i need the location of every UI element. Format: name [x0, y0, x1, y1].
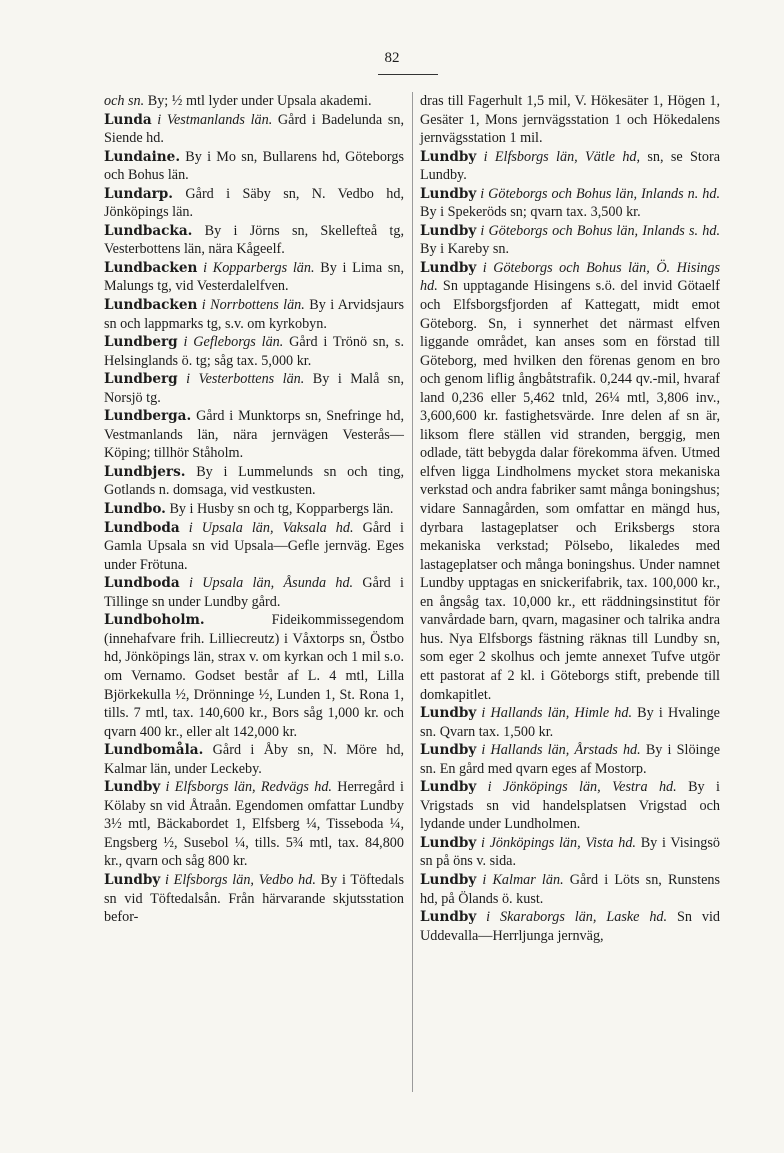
entry-headword: Lundby — [420, 779, 477, 796]
entry-text: Gård i Åby sn, N. Möre hd, Kalmar län, under Leckeby. — [104, 742, 404, 777]
entry-text: Sn upptagande Hisingens s.ö. del invid Götaelf och Elfsborgsfjorden af Kattegatt, midt emot Göteborg. Sn, i synnerhet det närmast elfven liggande området, kan anses som en förstad till Göteborg, med hvilken den förenas genom en bro och genom liflig ångbåtstrafik. 0,244 qv.-mil, hvaraf land 0,236 eller 5,462 tnld, 26¼ mtl, 3,806 inv., 3,600,600 kr. fastighetsvärde. Inre delen af sn är, liksom flere ställen vid stranden, berggig, men odlade, tätt bebygda dalar förekomma äfven. Utmed elfven ligga Lindholmens mycket stora mekaniska verkstad och andra fabriker samt många boningshus; vidare Sannagården, som omfattar en mängd hus, dyrbara lastageplatser och Eriksbergs stora mekaniska verkstad; Pölsebo, likaledes med lastageplatser och många boningshus. Under namnet Lundby upptagas en snickerifabrik, tax. 100,000 kr., en ångsåg tax. 10,000 kr., ett räddningsinstitut för vanvårdade barn, qvarn, magasiner och talrika andra hus. Nya Elfsborgs fästning räknas till Lundby sn, som eger 2 skolhus och jemte annexet Tufve utgör ett pastorat af 2 kl. i Göteborgs stift, prebende till domkapitlet. — [420, 278, 720, 703]
entry-text: By i Lummelunds sn och ting, Gotlands n. domsaga, vid vestkusten. — [104, 463, 404, 499]
entry-headword: Lundbo. — [104, 501, 166, 518]
entry-location: i Göteborgs och Bohus län, Inlands s. hd. — [476, 222, 720, 239]
dictionary-entry — [104, 185, 404, 222]
entry-text: By i Arvidsjaurs sn och lappmarks tg, s.v. om kyrkobyn. — [104, 297, 404, 332]
right-column — [420, 92, 720, 945]
entry-text: Gård i Badelunda sn, Siende hd. — [104, 111, 404, 147]
dictionary-entry — [104, 222, 404, 259]
entry-headword: Lundby — [420, 259, 477, 276]
dictionary-entry — [104, 611, 404, 741]
entry-headword: Lundby — [420, 742, 477, 759]
page-number: 82 — [384, 50, 400, 66]
entry-text: By i Jörns sn, Skellefteå tg, Vesterbottens län, nära Kågeelf. — [104, 222, 404, 258]
dictionary-entry — [420, 92, 720, 148]
entry-text: Gård i Tillinge sn under Lundby gård. — [104, 575, 405, 610]
dictionary-entry — [104, 574, 404, 611]
entry-location: i Upsala län, Åsunda hd. — [179, 575, 354, 592]
entry-headword: Lundby — [420, 148, 477, 165]
column-divider — [412, 92, 413, 1092]
entry-location: och sn. — [104, 93, 145, 109]
entry-text: By i Kareby sn. — [420, 241, 510, 258]
entry-location: i Elfsborgs län, Vätle hd, — [476, 148, 641, 165]
dictionary-entry — [104, 741, 404, 778]
dictionary-entry — [420, 148, 720, 185]
entry-location: i Göteborgs och Bohus län, Ö. Hisings hd. — [420, 259, 720, 295]
entry-headword: Lundby — [420, 871, 477, 888]
entry-headword: Lundby — [420, 705, 477, 722]
dictionary-entry — [104, 296, 404, 333]
dictionary-entry — [104, 92, 404, 111]
entry-location: i Kopparbergs län. — [197, 259, 315, 276]
dictionary-entry — [104, 519, 404, 575]
entry-location: i Hallands län, Himle hd. — [476, 705, 633, 722]
entry-location: i Kalmar län. — [476, 871, 564, 888]
entry-headword: Lunda — [104, 111, 152, 128]
entry-text: By i Vrigstads sn vid handelsplatsen Vrigstad och lydande under Lundholmen. — [420, 779, 720, 833]
dictionary-entry — [104, 333, 404, 370]
entry-text: By i Hvalinge sn. Qvarn tax. 1,500 kr. — [420, 705, 720, 740]
dictionary-entry — [420, 222, 720, 259]
dictionary-entry — [104, 111, 404, 148]
dictionary-entry — [104, 259, 404, 296]
entry-text: dras till Fagerhult 1,5 mil, V. Hökesäter 1, Högen 1, Gesäter 1, Mons jernvägsstation 1 och Hökedalens jernvägsstation 1 mil. — [420, 93, 720, 147]
entry-location: i Vesterbottens län. — [177, 371, 305, 388]
entry-location: i Norrbottens län. — [197, 297, 305, 314]
entry-location: i Jönköpings län, Vestra hd. — [476, 779, 677, 796]
entry-text: By i Spekeröds sn; qvarn tax. 3,500 kr. — [420, 204, 641, 221]
entry-text: Herregård i Kölaby sn vid Åtraån. Egendomen omfattar Lundby 3½ mtl, Bäckabordet 1, Elfsberg ¼, Tisseboda ¼, Engsberg ½, Susebol ¼, tills. 5¾ mtl, tax. 84,800 kr., qvarn och såg 800 kr. — [104, 779, 404, 870]
dictionary-entry — [420, 871, 720, 908]
dictionary-entry — [420, 185, 720, 222]
dictionary-entry — [104, 463, 404, 500]
entry-text: Gård i Gamla Upsala sn vid Upsala—Gefle jernväg. Eges under Frötuna. — [104, 519, 404, 573]
entry-location: i Vestmanlands län. — [151, 111, 273, 128]
entry-location: i Hallands län, Årstads hd. — [476, 742, 641, 759]
dictionary-entry — [420, 778, 720, 834]
entry-text: By i Husby sn och tg, Kopparbergs län. — [165, 501, 394, 518]
dictionary-entry — [104, 407, 404, 463]
dictionary-entry — [104, 148, 404, 185]
entry-text: Sn vid Uddevalla—Herrljunga jernväg, — [420, 909, 720, 944]
entry-text: By i Lima sn, Malungs tg, vid Vesterdalelfven. — [104, 259, 404, 295]
entry-text: Fideikommissegendom (innehafvare frih. Lilliecreutz) i Våxtorps sn, Östbo hd, Jönköpings län, strax v. om kyrkan och 1 mil s.o. om Vernamo. Godset består af L. 4 mtl, Lilla Björkekulla ½, Drönninge ½, Lunden 1, St. Rona 1, tills. 7 mtl, tax. 140,600 kr., Bors såg 1,000 kr. och qvarn 400 kr., eller alt 142,000 kr. — [104, 612, 404, 740]
entry-text: sn, se Stora Lundby. — [420, 148, 720, 184]
entry-text: Gård i Säby sn, N. Vedbo hd, Jönköpings län. — [104, 185, 404, 221]
dictionary-entry — [104, 370, 404, 407]
entry-headword: Lundbacken — [104, 297, 198, 314]
entry-headword: Lundberga. — [104, 408, 192, 425]
dictionary-entry — [420, 741, 720, 778]
entry-headword: Lundaine. — [104, 148, 181, 165]
entry-location: i Jönköpings län, Vista hd. — [476, 834, 636, 851]
page-number-rule — [378, 74, 438, 75]
entry-location: i Skaraborgs län, Laske hd. — [476, 909, 668, 926]
entry-text: By i Visingsö sn på öns v. sida. — [420, 834, 720, 870]
entry-text: Gård i Löts sn, Runstens hd, på Ölands ö. kust. — [420, 871, 721, 907]
dictionary-entry — [420, 259, 720, 704]
dictionary-entry — [104, 871, 404, 927]
entry-text: Gård i Trönö sn, s. Helsinglands ö. tg; såg tax. 5,000 kr. — [104, 334, 404, 369]
entry-headword: Lundbomåla. — [104, 742, 204, 759]
dictionary-entry — [420, 704, 720, 741]
entry-headword: Lundbacken — [104, 259, 198, 276]
entry-headword: Lundberg — [104, 371, 178, 388]
entry-headword: Lundboholm. — [104, 612, 205, 629]
entry-text: By i Töftedals sn vid Töftedalsån. Från härvarande skjutsstation befor- — [104, 871, 404, 926]
entry-headword: Lundberg — [104, 334, 178, 351]
entry-headword: Lundbjers. — [104, 463, 186, 480]
entry-headword: Lundby — [420, 222, 477, 239]
dictionary-entry — [420, 908, 720, 945]
entry-location: i Upsala län, Vaksala hd. — [179, 519, 354, 536]
entry-location: i Gefleborgs län. — [177, 334, 284, 351]
dictionary-entry — [104, 778, 404, 871]
entry-text: By i Malå sn, Norsjö tg. — [104, 371, 404, 406]
entry-headword: Lundbacka. — [104, 222, 193, 239]
left-column — [104, 92, 404, 927]
entry-headword: Lundby — [420, 185, 477, 202]
dictionary-entry — [420, 834, 720, 871]
entry-headword: Lundby — [104, 779, 161, 796]
entry-text: Gård i Munktorps sn, Snefringe hd, Vestmanlands län, nära jernvägen Vesterås—Köping; tillhör Ståholm. — [104, 408, 404, 462]
entry-headword: Lundby — [104, 871, 161, 888]
entry-text: By; ½ mtl lyder under Upsala akademi. — [144, 93, 372, 109]
entry-location: i Elfsborgs län, Vedbo hd. — [160, 871, 316, 888]
entry-headword: Lundby — [420, 909, 477, 926]
entry-headword: Lundarp. — [104, 185, 174, 202]
entry-location: i Elfsborgs län, Redvägs hd. — [160, 779, 332, 796]
entry-headword: Lundboda — [104, 519, 180, 536]
entry-text: By i Slöinge sn. En gård med qvarn eges af Mostorp. — [420, 742, 720, 777]
entry-text: By i Mo sn, Bullarens hd, Göteborgs och Bohus län. — [104, 148, 404, 184]
entry-location: i Göteborgs och Bohus län, Inlands n. hd. — [476, 185, 720, 202]
entry-headword: Lundby — [420, 834, 477, 851]
entry-headword: Lundboda — [104, 575, 180, 592]
dictionary-entry — [104, 500, 404, 519]
